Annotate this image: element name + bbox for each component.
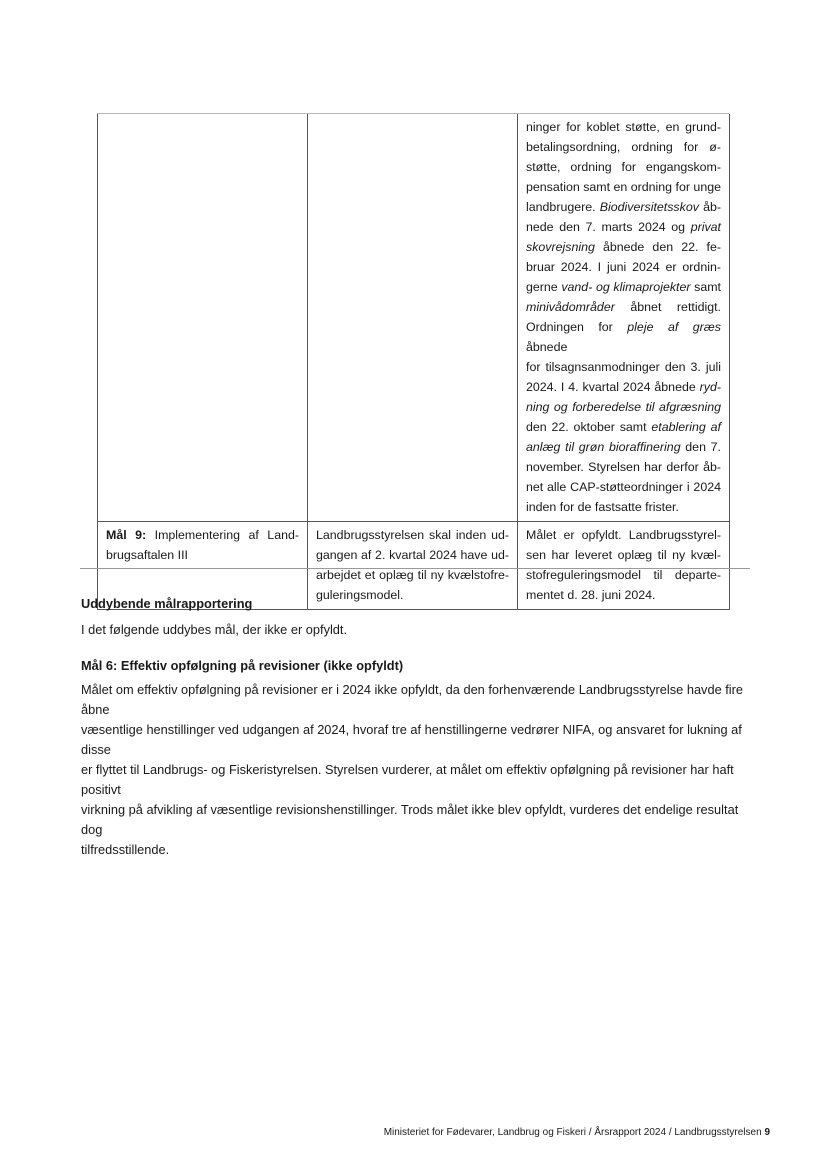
cell-text-line [526,317,721,357]
goal6-heading: Mål 6: Effektiv opfølgning på revisioner (ikke opfyldt) [81,658,404,673]
text-run: inden for de fastsatte frister. [526,500,679,514]
cell-text-line [526,437,721,457]
italic-text: privat [690,220,721,234]
text-run: net alle CAP-støtteordninger i 2024 [526,480,721,494]
bold-text: Mål 9: [106,528,147,542]
cell-text-line [526,277,721,297]
goal6-body [81,680,753,860]
table-cell-result [518,114,730,522]
page-footer [384,1127,770,1138]
paragraph-line: tilfredsstillende. [81,842,170,857]
section-heading: Uddybende målrapportering [81,596,253,611]
section-intro: I det følgende uddybes mål, der ikke er opfyldt. [81,622,348,637]
text-run: den 7. [680,440,721,454]
cell-text-line [526,545,721,565]
cell-text-line [526,457,721,477]
cell-text-line [106,545,299,565]
text-run: Landbrugsstyrelsen skal inden ud- [316,528,509,542]
text-run: bruar 2024. I juni 2024 er ordnin- [526,260,721,274]
text-run: støtte, ordning for engangskom- [526,160,721,174]
paragraph-line: er flyttet til Landbrugs- og Fiskeristyrelsen. Styrelsen vurderer, at målet om effektiv opfølgning på revisioner har haft positivt [81,762,734,797]
cell-text-line [526,417,721,437]
cell-text-line [526,217,721,237]
text-run: arbejdet et oplæg til ny kvælstofre- [316,568,509,582]
cell-text-line [526,177,721,197]
text-run: guleringsmodel. [316,588,404,602]
text-run: betalingsordning, ordning for ø- [526,140,721,154]
text-run: gangen af 2. kvartal 2024 have ud- [316,548,509,562]
text-run: pensation samt en ordning for unge [526,180,721,194]
text-run: åbnede [526,340,568,354]
cell-text-line [526,525,721,545]
goals-table [97,114,730,610]
text-run: mentet d. 28. juni 2024. [526,588,656,602]
cell-text-line [526,137,721,157]
section-divider [80,568,750,569]
cell-text-line [526,397,721,417]
paragraph-line: Målet om effektiv opfølgning på revisioner er i 2024 ikke opfyldt, da den forhenværende Landbrugsstyrelse havde fire åbne [81,682,744,717]
italic-text: etablering af [651,420,721,434]
italic-text: pleje af græs [627,320,721,334]
cell-text-line [526,237,721,257]
text-run: stofreguleringsmodel til departe- [526,568,721,582]
cell-text-line [526,157,721,177]
text-run: gerne [526,280,562,294]
italic-text: skovrejsning [526,240,595,254]
cell-text-line [526,477,721,497]
cell-text-line [526,357,721,377]
paragraph-line: virkning på afvikling af væsentlige revisionshenstillinger. Trods målet ikke blev opfyldt, vurderes det endelige resultat dog [81,802,739,837]
cell-text-line [526,117,721,137]
text-run: brugsaftalen III [106,548,188,562]
text-run: nede den 7. marts 2024 og [526,220,691,234]
italic-text: ning og forberedelse til afgræsning [526,400,721,414]
text-run: åbnede den 22. fe- [594,240,721,254]
text-run: for tilsagnsanmodninger den 3. juli [526,360,721,374]
italic-text: Biodiversitetsskov [599,200,699,214]
table-row [98,114,730,522]
table-cell-goal [98,114,308,522]
text-run: åbnet rettidigt. [614,300,721,314]
footer-text: Ministeriet for Fødevarer, Landbrug og Fiskeri / Årsrapport 2024 / Landbrugsstyrelsen [383,1127,762,1138]
italic-text: anlæg til grøn bioraffinering [526,440,681,454]
text-run: Målet er opfyldt. Landbrugsstyrel- [526,528,721,542]
text-run: sen har leveret oplæg til ny kvæl- [526,548,721,562]
cell-text-line [316,525,509,545]
page-number: 9 [764,1127,770,1138]
cell-text-line [526,297,721,317]
cell-text-line [526,257,721,277]
text-run: Implementering af Land- [146,528,299,542]
paragraph-line: væsentlige henstillinger ved udgangen af 2024, hvoraf tre af henstillingerne vedrører NIFA, og ansvaret for lukning af disse [81,722,742,757]
cell-text-line [526,377,721,397]
italic-text: vand- og klimaprojekter [561,280,691,294]
italic-text: minivådområder [526,300,615,314]
table-cell-requirement [308,114,518,522]
cell-text-line [106,525,299,545]
text-run: åb- [698,200,721,214]
text-run: 2024. I 4. kvartal 2024 åbnede [526,380,700,394]
cell-text-line [526,197,721,217]
text-run: Ordningen for [526,320,628,334]
cell-text-line [526,497,721,517]
italic-text: ryd- [699,380,721,394]
text-run: samt [690,280,721,294]
cell-text-line [316,545,509,565]
text-run: landbrugere. [526,200,600,214]
text-run: november. Styrelsen har derfor åb- [526,460,721,474]
text-run: den 22. oktober samt [526,420,652,434]
text-run: ninger for koblet støtte, en grund- [526,120,721,134]
